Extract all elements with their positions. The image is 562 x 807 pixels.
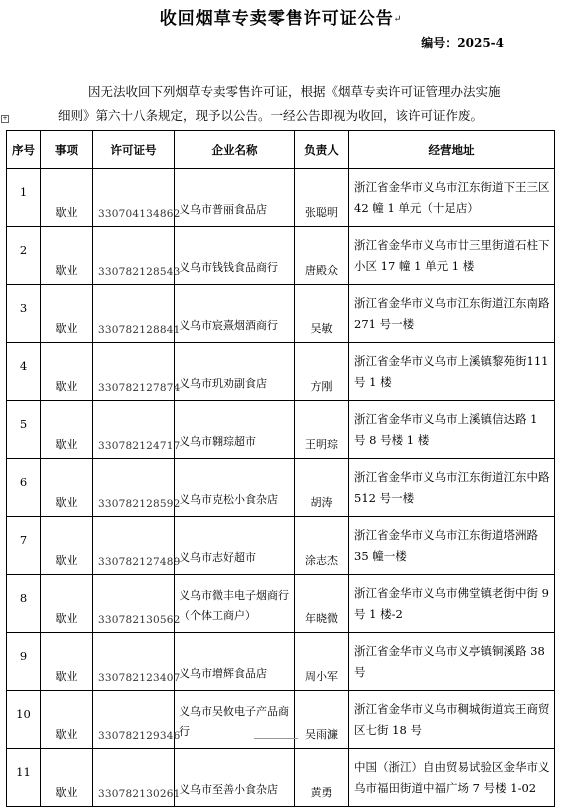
table-row bbox=[7, 285, 555, 343]
header-item: 事项 bbox=[41, 131, 93, 169]
cell-license: 330782128543 bbox=[93, 227, 175, 285]
table-row bbox=[7, 575, 555, 633]
cell-seq: 2 bbox=[7, 227, 41, 285]
cell-seq: 4 bbox=[7, 343, 41, 401]
intro-line-2: 细则》第六十八条规定，现予以公告。一经公告即视为收回，该许可证作废。 bbox=[58, 108, 484, 123]
cell-item: 歇业 bbox=[41, 227, 93, 285]
cell-address: 浙江省金华市义乌市江东街道下王三区 42 幢 1 单元（十足店） bbox=[349, 169, 555, 227]
cell-name: 义乌市钱钱食品商行 bbox=[175, 227, 295, 285]
paragraph-mark-icon: ↵ bbox=[393, 14, 403, 25]
cell-name: 义乌市翱琮超市 bbox=[175, 401, 295, 459]
cell-item: 歇业 bbox=[41, 575, 93, 633]
title-text: 收回烟草专卖零售许可证公告 bbox=[159, 9, 394, 29]
cell-seq: 5 bbox=[7, 401, 41, 459]
cell-person: 涂志杰 bbox=[295, 517, 349, 575]
table-row bbox=[7, 401, 555, 459]
cell-name: 义乌市吴攸电子产品商行 bbox=[175, 691, 295, 749]
cell-license: 330782127489 bbox=[93, 517, 175, 575]
cell-address: 浙江省金华市义乌市佛堂镇老街中街 9号 1 楼-2 bbox=[349, 575, 555, 633]
cell-item: 歇业 bbox=[41, 517, 93, 575]
header-license: 许可证号 bbox=[93, 131, 175, 169]
cell-person: 吴敏 bbox=[295, 285, 349, 343]
table-header-row bbox=[7, 131, 555, 169]
cell-item: 歇业 bbox=[41, 401, 93, 459]
cell-name: 义乌市玑劝副食店 bbox=[175, 343, 295, 401]
cell-seq: 9 bbox=[7, 633, 41, 691]
cell-license: 330782130261 bbox=[93, 749, 175, 807]
table-row bbox=[7, 459, 555, 517]
cell-license: 330782129346 bbox=[93, 691, 175, 749]
cell-name: 义乌市克松小食杂店 bbox=[175, 459, 295, 517]
table-row bbox=[7, 227, 555, 285]
cell-license: 330704134862 bbox=[93, 169, 175, 227]
page-edge-marker bbox=[254, 738, 298, 741]
cell-name: 义乌市宸熹烟酒商行 bbox=[175, 285, 295, 343]
cell-seq: 8 bbox=[7, 575, 41, 633]
document-number: 编号：2025-4 bbox=[421, 36, 504, 50]
cell-license: 330782128592 bbox=[93, 459, 175, 517]
cell-seq: 11 bbox=[7, 749, 41, 807]
cell-license: 330782124717 bbox=[93, 401, 175, 459]
cell-seq: 6 bbox=[7, 459, 41, 517]
cell-address: 中国（浙江）自由贸易试验区金华市义乌市福田街道中福广场 7 号楼 1-02 bbox=[349, 749, 555, 807]
table-row bbox=[7, 633, 555, 691]
cell-address: 浙江省金华市义乌市江东街道塔洲路35 幢一楼 bbox=[349, 517, 555, 575]
table-move-handle-icon[interactable]: + bbox=[2, 115, 8, 122]
cell-address: 浙江省金华市义乌市义亭镇铜溪路 38号 bbox=[349, 633, 555, 691]
cell-address: 浙江省金华市义乌市廿三里街道石柱下小区 17 幢 1 单元 1 楼 bbox=[349, 227, 555, 285]
license-table bbox=[6, 130, 555, 807]
header-seq: 序号 bbox=[7, 131, 41, 169]
header-address: 经营地址 bbox=[349, 131, 555, 169]
cell-address: 浙江省金华市义乌市江东街道江东南路 271 号一楼 bbox=[349, 285, 555, 343]
cell-person: 唐殿众 bbox=[295, 227, 349, 285]
cell-item: 歇业 bbox=[41, 749, 93, 807]
cell-person: 王明琮 bbox=[295, 401, 349, 459]
cell-name: 义乌市至善小食杂店 bbox=[175, 749, 295, 807]
document-title bbox=[0, 4, 562, 29]
cell-person: 方刚 bbox=[295, 343, 349, 401]
cell-item: 歇业 bbox=[41, 285, 93, 343]
cell-address: 浙江省金华市义乌市上溪镇黎苑街111 号 1 楼 bbox=[349, 343, 555, 401]
table-row bbox=[7, 749, 555, 807]
cell-license: 330782128841 bbox=[93, 285, 175, 343]
cell-person: 年晓微 bbox=[295, 575, 349, 633]
cell-address: 浙江省金华市义乌市江东街道江东中路 512 号一楼 bbox=[349, 459, 555, 517]
cell-license: 330782130562 bbox=[93, 575, 175, 633]
cell-item: 歇业 bbox=[41, 343, 93, 401]
table-row bbox=[7, 517, 555, 575]
table-row bbox=[7, 343, 555, 401]
cell-item: 歇业 bbox=[41, 691, 93, 749]
cell-item: 歇业 bbox=[41, 633, 93, 691]
intro-line-1: 因无法收回下列烟草专卖零售许可证，根据《烟草专卖许可证管理办法实施 bbox=[88, 84, 501, 99]
cell-person: 吴雨濂 bbox=[295, 691, 349, 749]
cell-seq: 1 bbox=[7, 169, 41, 227]
cell-person: 周小军 bbox=[295, 633, 349, 691]
cell-name: 义乌市增辉食品店 bbox=[175, 633, 295, 691]
cell-address: 浙江省金华市义乌市上溪镇信达路 1 号 8 号楼 1 楼 bbox=[349, 401, 555, 459]
table-row bbox=[7, 169, 555, 227]
cell-seq: 3 bbox=[7, 285, 41, 343]
cell-name: 义乌市普丽食品店 bbox=[175, 169, 295, 227]
cell-person: 胡涛 bbox=[295, 459, 349, 517]
cell-person: 黄勇 bbox=[295, 749, 349, 807]
cell-name: 义乌市微丰电子烟商行（个体工商户） bbox=[175, 575, 295, 633]
intro-paragraph bbox=[58, 80, 528, 128]
cell-license: 330782123407 bbox=[93, 633, 175, 691]
cell-license: 330782127874 bbox=[93, 343, 175, 401]
cell-address: 浙江省金华市义乌市稠城街道宾王商贸区七街 18 号 bbox=[349, 691, 555, 749]
cell-name: 义乌市志好超市 bbox=[175, 517, 295, 575]
cell-person: 张聪明 bbox=[295, 169, 349, 227]
cell-seq: 10 bbox=[7, 691, 41, 749]
cell-seq: 7 bbox=[7, 517, 41, 575]
cell-item: 歇业 bbox=[41, 459, 93, 517]
header-name: 企业名称 bbox=[175, 131, 295, 169]
cell-item: 歇业 bbox=[41, 169, 93, 227]
header-person: 负责人 bbox=[295, 131, 349, 169]
